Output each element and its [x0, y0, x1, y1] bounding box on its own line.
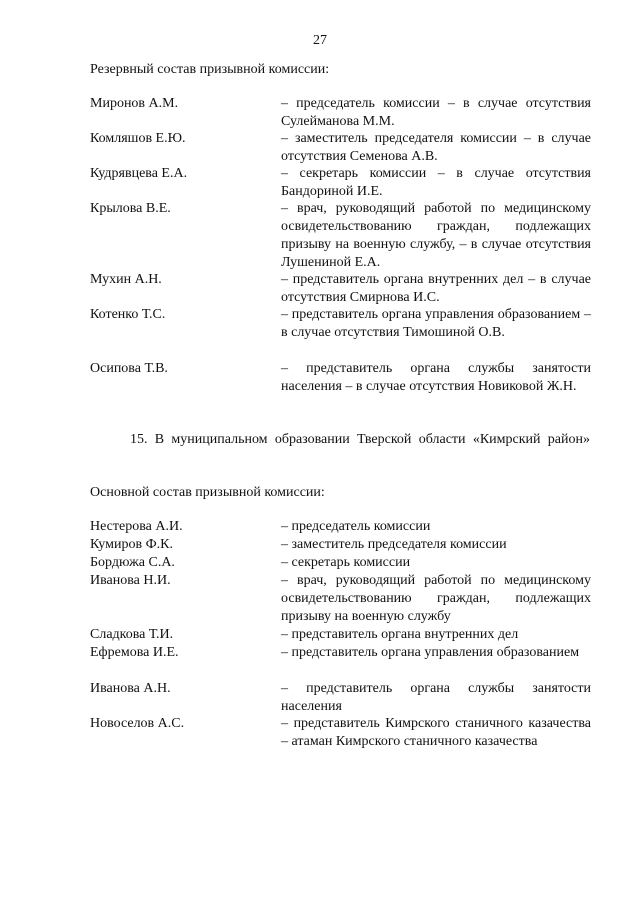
member-name: Комляшов Е.Ю.	[90, 131, 186, 146]
member-role: – представитель органа управления образованием	[281, 645, 580, 660]
member-name: Крылова В.Е.	[90, 201, 171, 216]
member-role: – секретарь комиссии – в случае отсутствия Бандориной И.Е.	[281, 166, 591, 199]
member-role: – секретарь комиссии	[281, 555, 411, 570]
page-number: 27	[313, 33, 327, 48]
member-name: Кумиров Ф.К.	[90, 537, 173, 552]
member-role: – заместитель председателя комиссии	[281, 537, 507, 552]
member-role: – заместитель председателя комиссии – в случае отсутствия Семенова А.В.	[281, 131, 591, 164]
member-role: – председатель комиссии	[281, 519, 431, 534]
member-role: – председатель комиссии – в случае отсутствия Сулейманова М.М.	[281, 96, 591, 129]
reserve-heading: Резервный состав призывной комиссии:	[90, 62, 330, 77]
member-role: – представитель Кимрского станичного казачества – атаман Кимрского станичного казачества	[281, 716, 591, 749]
member-role: – представитель органа службы занятости населения – в случае отсутствия Новиковой Ж.Н.	[281, 361, 591, 394]
member-name: Иванова А.Н.	[90, 681, 171, 696]
member-role: – врач, руководящий работой по медицинскому освидетельствованию граждан, подлежащих призыву на военную службу, – в случае отсутствия Лушениной Е.А.	[281, 201, 591, 270]
member-role: – представитель органа службы занятости населения	[281, 681, 591, 714]
member-name: Иванова Н.И.	[90, 573, 171, 588]
member-name: Осипова Т.В.	[90, 361, 168, 376]
main-heading: Основной состав призывной комиссии:	[90, 485, 325, 500]
member-name: Нестерова А.И.	[90, 519, 183, 534]
section-15-title: 15. В муниципальном образовании Тверской области «Кимрский район»	[130, 432, 590, 447]
member-name: Новоселов А.С.	[90, 716, 185, 731]
member-role: – представитель органа внутренних дел – в случае отсутствия Смирнова И.С.	[281, 272, 591, 305]
member-name: Кудрявцева Е.А.	[90, 166, 188, 181]
member-name: Сладкова Т.И.	[90, 627, 174, 642]
member-role: – представитель органа управления образованием – в случае отсутствия Тимошиной О.В.	[281, 307, 591, 340]
member-name: Бордюжа С.А.	[90, 555, 175, 570]
member-role: – врач, руководящий работой по медицинскому освидетельствованию граждан, подлежащих призыву на военную службу	[281, 573, 591, 624]
member-name: Миронов А.М.	[90, 96, 179, 111]
member-name: Мухин А.Н.	[90, 272, 162, 287]
member-name: Ефремова И.Е.	[90, 645, 179, 660]
member-name: Котенко Т.С.	[90, 307, 166, 322]
member-role: – представитель органа внутренних дел	[281, 627, 519, 642]
